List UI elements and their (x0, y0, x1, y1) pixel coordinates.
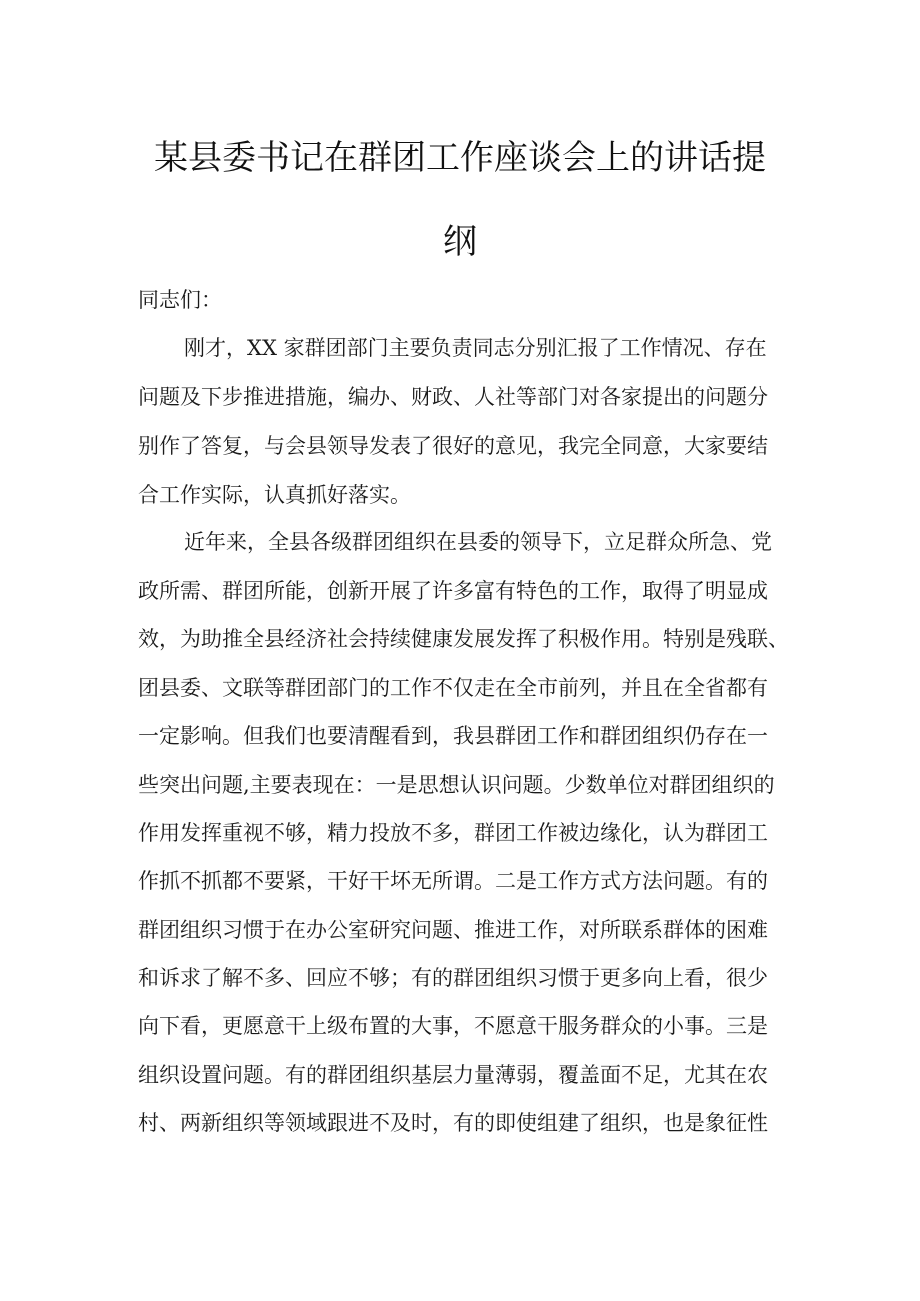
document-title-line-1: 某县委书记在群团工作座谈会上的讲话提 (154, 138, 766, 178)
paragraph-line: 群团组织习惯于在办公室研究问题、推进工作，对所联系群体的困难 (138, 918, 768, 942)
paragraph-line: 合工作实际，认真抓好落实。 (138, 483, 411, 507)
paragraph-line: 作用发挥重视不够，精力投放不多，群团工作被边缘化，认为群团工 (138, 821, 768, 845)
paragraph-line: 问题及下步推进措施，编办、财政、人社等部门对各家提出的问题分 (138, 385, 768, 409)
paragraph-line: 一定影响。但我们也要清醒看到，我县群团工作和群团组织仍存在一 (138, 724, 768, 748)
paragraph-line: 政所需、群团所能，创新开展了许多富有特色的工作，取得了明显成 (138, 579, 768, 603)
document-title-line-2: 纲 (443, 222, 477, 262)
paragraph-line: 组织设置问题。有的群团组织基层力量薄弱，覆盖面不足，尤其在农 (138, 1063, 768, 1087)
paragraph-line: 些突出问题,主要表现在：一是思想认识问题。少数单位对群团组织的 (138, 773, 775, 797)
paragraph-line: 村、两新组织等领域跟进不及时，有的即使组建了组织，也是象征性 (138, 1111, 768, 1135)
paragraph-line: 近年来，全县各级群团组织在县委的领导下，立足群众所急、党 (184, 530, 772, 554)
paragraph-line: 效，为助推全县经济社会持续健康发展发挥了积极作用。特别是残联、 (138, 627, 789, 651)
paragraph-line: 和诉求了解不多、回应不够；有的群团组织习惯于更多向上看，很少 (138, 966, 768, 990)
paragraph-line: 向下看，更愿意干上级布置的大事，不愿意干服务群众的小事。三是 (138, 1014, 768, 1038)
paragraph-line: 作抓不抓都不要紧，干好干坏无所谓。二是工作方式方法问题。有的 (138, 869, 768, 893)
paragraph-line: 团县委、文联等群团部门的工作不仅走在全市前列，并且在全省都有 (138, 676, 768, 700)
paragraph-line: 刚才，XX 家群团部门主要负责同志分别汇报了工作情况、存在 (184, 336, 767, 360)
paragraph-line: 别作了答复，与会县领导发表了很好的意见，我完全同意，大家要结 (138, 434, 768, 458)
salutation: 同志们： (138, 288, 222, 312)
